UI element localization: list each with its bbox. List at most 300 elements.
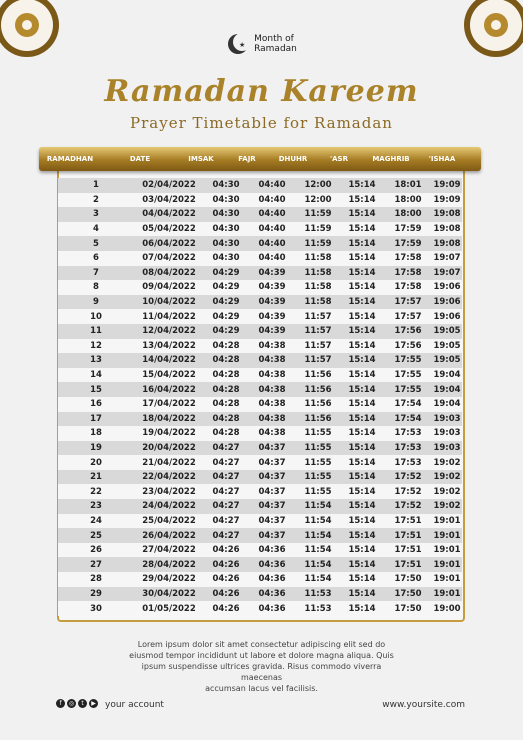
table-cell: 5 [93,238,99,249]
table-cell: 13 [90,355,102,366]
table-cell: 04:28 [212,355,240,366]
table-row [58,572,462,587]
table-row [58,528,462,543]
table-cell: 04:40 [258,194,286,205]
table-cell: 15:14 [348,180,376,191]
table-cell: 15:14 [348,340,376,351]
table-cell: 17:55 [394,384,422,395]
table-cell: 01/05/2022 [142,603,196,614]
table-row [58,412,462,427]
table-cell: 17:59 [394,224,422,235]
table-cell: 15:14 [348,311,376,322]
instagram-icon[interactable]: ◎ [68,700,75,707]
table-cell: 04:30 [212,194,240,205]
table-cell: 22/04/2022 [142,472,196,483]
table-cell: 08/04/2022 [142,267,196,278]
table-cell: 19:07 [433,253,461,264]
table-cell: 24 [90,515,102,526]
table-cell: 04:26 [212,559,240,570]
table-cell: 19:01 [433,530,461,541]
table-cell: 27 [90,559,102,570]
table-cell: 17:51 [394,559,422,570]
table-cell: 11:54 [304,515,332,526]
table-cell: 11:55 [304,457,332,468]
table-cell: 19:05 [433,340,461,351]
footer-line: Lorem ipsum dolor sit amet consectetur adipiscing elit sed do [137,640,386,649]
table-cell: 04:38 [258,355,286,366]
table-cell: 04:27 [212,472,240,483]
table-row [58,543,462,558]
table-cell: 19:06 [433,297,461,308]
table-row [58,601,462,616]
table-cell: 04:40 [258,209,286,220]
table-cell: 19:00 [433,603,461,614]
table-cell: 04:27 [212,486,240,497]
table-cell: 18/04/2022 [142,413,196,424]
table-cell: 04:29 [212,311,240,322]
table-cell: 04:40 [258,224,286,235]
table-cell: 15:14 [348,457,376,468]
table-row [58,309,462,324]
table-cell: 17:57 [394,311,422,322]
table-cell: 04:28 [212,413,240,424]
table-cell: 19:02 [433,501,461,512]
table-cell: 19 [90,442,102,453]
table-cell: 04:38 [258,399,286,410]
table-cell: 17:55 [394,355,422,366]
page-subtitle: Prayer Timetable for Ramadan [130,114,393,132]
table-cell: 11:54 [304,559,332,570]
table-cell: 11 [90,326,102,337]
table-cell: 04:28 [212,428,240,439]
table-cell: 28/04/2022 [142,559,196,570]
table-cell: 04:28 [212,399,240,410]
table-cell: 17:59 [394,238,422,249]
column-header: 'ISHAA [428,155,456,163]
table-cell: 04/04/2022 [142,209,196,220]
table-cell: 04:30 [212,224,240,235]
table-cell: 11:54 [304,501,332,512]
table-cell: 17 [90,413,102,424]
table-cell: 15:14 [348,472,376,483]
table-cell: 24/04/2022 [142,501,196,512]
table-cell: 06/04/2022 [142,238,196,249]
table-cell: 19:05 [433,326,461,337]
table-row [58,236,462,251]
table-cell: 11:53 [304,603,332,614]
table-cell: 04:37 [258,472,286,483]
table-row [58,295,462,310]
table-cell: 17:57 [394,297,422,308]
table-cell: 15:14 [348,428,376,439]
table-cell: 04:38 [258,413,286,424]
table-cell: 04:27 [212,530,240,541]
table-cell: 19:02 [433,472,461,483]
table-cell: 04:37 [258,501,286,512]
footer-line: ipsum suspendisse ultrices gravida. Risus commodo viverra maecenas [141,662,382,682]
table-cell: 11:54 [304,530,332,541]
table-cell: 11:58 [304,297,332,308]
table-cell: 19:03 [433,413,461,424]
table-cell: 11:59 [304,224,332,235]
table-cell: 15:14 [348,545,376,556]
facebook-icon[interactable]: f [56,699,65,708]
table-cell: 19:02 [433,457,461,468]
table-cell: 15:14 [348,530,376,541]
table-cell: 15:14 [348,297,376,308]
timetable-rows [58,178,462,616]
table-cell: 11:54 [304,545,332,556]
table-row [58,266,462,281]
table-cell: 15:14 [348,501,376,512]
table-cell: 10/04/2022 [142,297,196,308]
table-cell: 19:08 [433,224,461,235]
column-header: 'ASR [330,155,348,163]
table-cell: 04:27 [212,442,240,453]
table-cell: 16 [90,399,102,410]
table-cell: 6 [93,253,99,264]
table-cell: 23 [90,501,102,512]
table-cell: 20/04/2022 [142,442,196,453]
table-cell: 15:14 [348,370,376,381]
table-cell: 04:27 [212,515,240,526]
table-cell: 27/04/2022 [142,545,196,556]
table-cell: 17:56 [394,326,422,337]
table-row [58,514,462,529]
svg-text:★: ★ [239,41,246,49]
table-cell: 12:00 [304,180,332,191]
table-cell: 15:14 [348,413,376,424]
table-cell: 11:59 [304,238,332,249]
table-cell: 15:14 [348,253,376,264]
table-cell: 15:14 [348,603,376,614]
table-row [58,557,462,572]
table-cell: 11:55 [304,442,332,453]
table-cell: 15:14 [348,355,376,366]
table-cell: 29 [90,588,102,599]
table-cell: 17:50 [394,588,422,599]
table-cell: 04:39 [258,326,286,337]
table-cell: 04:36 [258,588,286,599]
table-cell: 15:14 [348,326,376,337]
table-cell: 15:14 [348,267,376,278]
table-cell: 26 [90,545,102,556]
table-cell: 04:40 [258,253,286,264]
table-cell: 17:51 [394,545,422,556]
table-cell: 12:00 [304,194,332,205]
table-cell: 04:37 [258,457,286,468]
table-row [58,251,462,266]
table-cell: 11:56 [304,413,332,424]
table-cell: 19:01 [433,588,461,599]
table-cell: 9 [93,297,99,308]
table-cell: 11:58 [304,267,332,278]
table-cell: 25/04/2022 [142,515,196,526]
table-cell: 16/04/2022 [142,384,196,395]
table-row [58,368,462,383]
table-row [58,397,462,412]
table-row [58,207,462,222]
table-cell: 19:04 [433,384,461,395]
table-cell: 11:57 [304,326,332,337]
table-row [58,222,462,237]
table-cell: 15:14 [348,515,376,526]
table-cell: 04:27 [212,501,240,512]
youtube-icon[interactable]: ▶ [89,699,98,708]
table-cell: 04:37 [258,530,286,541]
table-row [58,426,462,441]
table-cell: 19:09 [433,194,461,205]
table-cell: 30/04/2022 [142,588,196,599]
table-cell: 04:36 [258,603,286,614]
table-cell: 04:27 [212,457,240,468]
table-cell: 17:53 [394,457,422,468]
table-cell: 04:37 [258,486,286,497]
footer-line: accumsan lacus vel facilisis. [205,684,318,693]
table-cell: 20 [90,457,102,468]
table-cell: 15/04/2022 [142,370,196,381]
table-cell: 11:55 [304,428,332,439]
table-cell: 17:52 [394,486,422,497]
table-cell: 11:57 [304,355,332,366]
table-header [39,147,481,171]
table-row [58,193,462,208]
table-cell: 04:39 [258,267,286,278]
table-cell: 19:08 [433,209,461,220]
footer-description [120,639,403,694]
social-icons [56,699,98,708]
table-cell: 11/04/2022 [142,311,196,322]
logo-line1: Month of [254,34,294,44]
column-header: DHUHR [278,155,308,163]
table-cell: 15:14 [348,209,376,220]
table-row [58,470,462,485]
table-cell: 04:30 [212,253,240,264]
table-cell: 15:14 [348,384,376,395]
table-cell: 11:59 [304,209,332,220]
table-cell: 13/04/2022 [142,340,196,351]
table-cell: 04:40 [258,238,286,249]
table-row [58,587,462,602]
table-cell: 09/04/2022 [142,282,196,293]
table-cell: 11:58 [304,253,332,264]
table-cell: 19:07 [433,267,461,278]
table-cell: 04:38 [258,428,286,439]
table-cell: 2 [93,194,99,205]
table-cell: 07/04/2022 [142,253,196,264]
page-title: Ramadan Kareem [104,74,419,109]
table-cell: 18 [90,428,102,439]
table-cell: 04:38 [258,370,286,381]
table-cell: 21 [90,472,102,483]
table-cell: 19:03 [433,428,461,439]
table-cell: 26/04/2022 [142,530,196,541]
table-cell: 04:28 [212,340,240,351]
table-cell: 11:56 [304,370,332,381]
table-cell: 04:26 [212,603,240,614]
table-cell: 15:14 [348,559,376,570]
table-row [58,353,462,368]
table-cell: 04:38 [258,340,286,351]
table-cell: 10 [90,311,102,322]
table-cell: 11:56 [304,384,332,395]
table-cell: 04:29 [212,326,240,337]
table-cell: 17:58 [394,253,422,264]
table-cell: 7 [93,267,99,278]
table-cell: 25 [90,530,102,541]
table-cell: 17:58 [394,267,422,278]
table-cell: 04:37 [258,442,286,453]
twitter-icon[interactable]: t [78,699,87,708]
table-cell: 17:51 [394,515,422,526]
table-cell: 30 [90,603,102,614]
table-cell: 04:30 [212,180,240,191]
table-cell: 19:04 [433,399,461,410]
table-cell: 29/04/2022 [142,574,196,585]
table-cell: 15 [90,384,102,395]
table-cell: 04:36 [258,559,286,570]
table-cell: 04:30 [212,209,240,220]
header-logo [0,32,523,56]
table-cell: 04:28 [212,384,240,395]
table-cell: 19:03 [433,442,461,453]
table-cell: 22 [90,486,102,497]
table-cell: 17:53 [394,428,422,439]
table-cell: 17:50 [394,574,422,585]
table-cell: 04:26 [212,545,240,556]
table-cell: 18:00 [394,194,422,205]
table-cell: 19:05 [433,355,461,366]
table-cell: 18:00 [394,209,422,220]
table-cell: 15:14 [348,442,376,453]
table-cell: 11:55 [304,486,332,497]
table-cell: 19:01 [433,574,461,585]
table-cell: 11:57 [304,340,332,351]
table-cell: 19:01 [433,515,461,526]
table-cell: 04:26 [212,574,240,585]
table-cell: 28 [90,574,102,585]
table-cell: 04:36 [258,574,286,585]
footer-line: eiusmod tempor incididunt ut labore et dolore magna aliqua. Quis [129,651,394,660]
table-cell: 15:14 [348,588,376,599]
table-cell: 04:40 [258,180,286,191]
table-cell: 11:58 [304,282,332,293]
table-cell: 1 [93,180,99,191]
table-cell: 04:38 [258,384,286,395]
table-cell: 17:55 [394,370,422,381]
table-row [58,382,462,397]
table-cell: 15:14 [348,194,376,205]
table-cell: 15:14 [348,282,376,293]
table-cell: 19:01 [433,545,461,556]
table-cell: 3 [93,209,99,220]
table-cell: 04:29 [212,282,240,293]
table-cell: 4 [93,224,99,235]
column-header: FAJR [238,155,256,163]
table-cell: 11:57 [304,311,332,322]
table-cell: 19/04/2022 [142,428,196,439]
account-handle[interactable]: your account [105,700,164,710]
table-row [58,339,462,354]
table-cell: 17/04/2022 [142,399,196,410]
crescent-moon-icon [226,32,250,56]
table-cell: 19:04 [433,370,461,381]
table-cell: 17:52 [394,472,422,483]
table-cell: 04:39 [258,297,286,308]
table-cell: 02/04/2022 [142,180,196,191]
table-cell: 17:52 [394,501,422,512]
table-cell: 19:06 [433,311,461,322]
column-header: RAMADHAN [46,155,94,163]
table-cell: 15:14 [348,574,376,585]
table-cell: 19:02 [433,486,461,497]
table-cell: 15:14 [348,238,376,249]
table-cell: 21/04/2022 [142,457,196,468]
table-cell: 11:56 [304,399,332,410]
table-row [58,178,462,193]
table-row [58,455,462,470]
table-cell: 8 [93,282,99,293]
table-cell: 12/04/2022 [142,326,196,337]
table-cell: 15:14 [348,399,376,410]
table-cell: 14/04/2022 [142,355,196,366]
table-cell: 05/04/2022 [142,224,196,235]
table-row [58,324,462,339]
table-row [58,280,462,295]
table-cell: 19:01 [433,559,461,570]
table-cell: 04:26 [212,588,240,599]
table-cell: 17:58 [394,282,422,293]
table-cell: 15:14 [348,486,376,497]
table-cell: 04:39 [258,282,286,293]
table-row [58,499,462,514]
table-cell: 04:37 [258,515,286,526]
column-header: DATE [129,155,151,163]
table-cell: 04:28 [212,370,240,381]
table-cell: 04:29 [212,297,240,308]
table-cell: 03/04/2022 [142,194,196,205]
table-cell: 17:53 [394,442,422,453]
logo-line2: Ramadan [254,44,297,54]
table-row [58,441,462,456]
column-header: MAGHRIB [372,155,410,163]
table-cell: 04:39 [258,311,286,322]
table-row [58,484,462,499]
table-cell: 23/04/2022 [142,486,196,497]
column-header: IMSAK [188,155,214,163]
table-cell: 18:01 [394,180,422,191]
table-cell: 15:14 [348,224,376,235]
table-cell: 14 [90,370,102,381]
table-cell: 11:54 [304,574,332,585]
table-cell: 17:56 [394,340,422,351]
table-cell: 19:08 [433,238,461,249]
table-cell: 04:29 [212,267,240,278]
table-cell: 17:54 [394,413,422,424]
table-cell: 11:55 [304,472,332,483]
logo-text [254,34,297,54]
table-cell: 17:51 [394,530,422,541]
table-cell: 12 [90,340,102,351]
table-cell: 17:54 [394,399,422,410]
table-cell: 04:36 [258,545,286,556]
table-cell: 11:53 [304,588,332,599]
table-cell: 17:50 [394,603,422,614]
table-cell: 19:09 [433,180,461,191]
table-cell: 19:06 [433,282,461,293]
table-cell: 04:30 [212,238,240,249]
website-link[interactable]: www.yoursite.com [382,700,465,710]
